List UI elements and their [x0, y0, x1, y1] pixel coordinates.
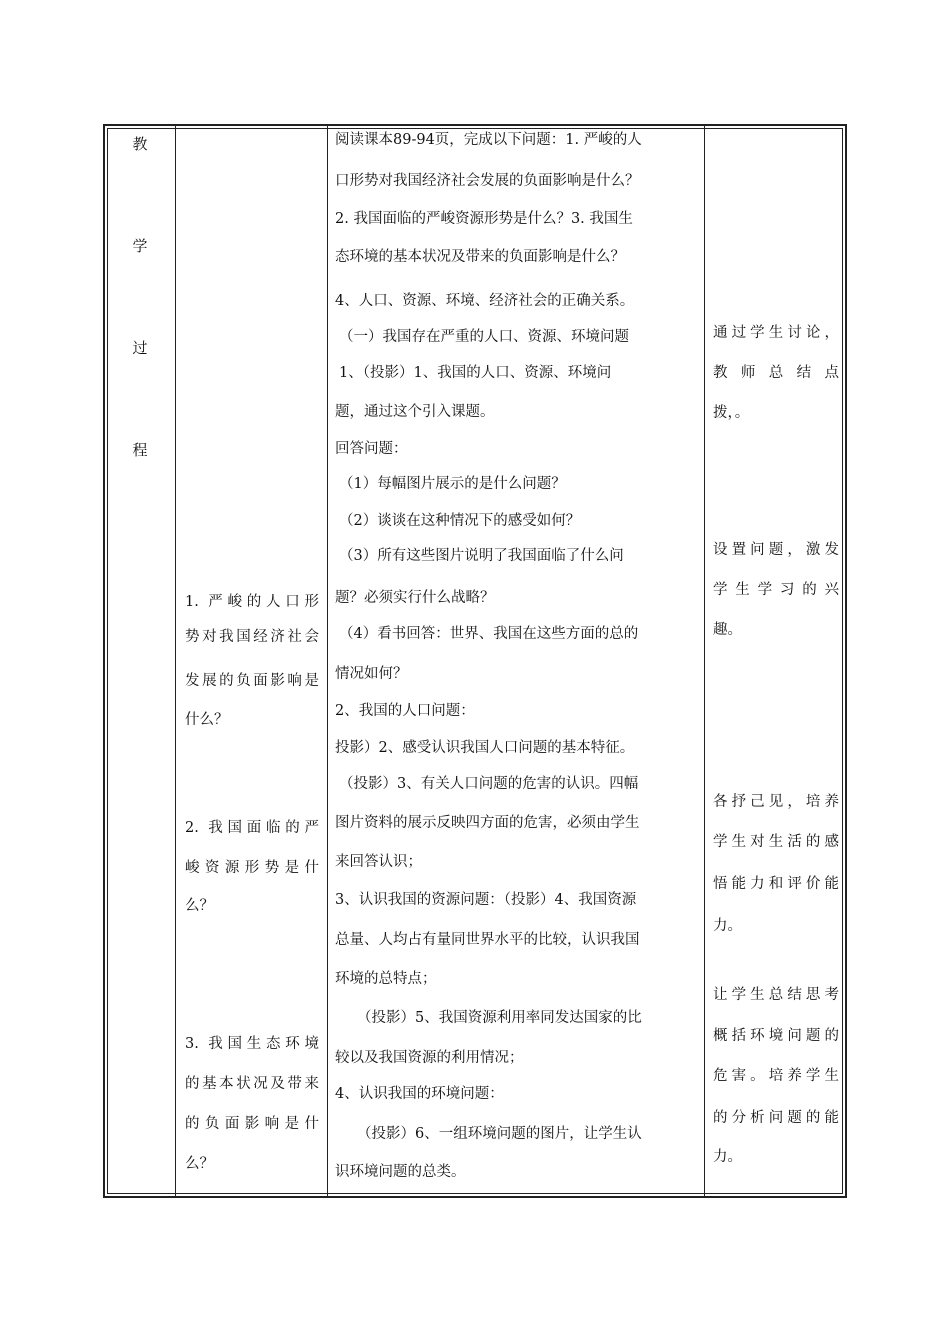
question-line: 发展的负面影响是 — [185, 673, 319, 689]
section-label-column — [105, 126, 175, 1196]
note-line: 让学生总结思考 — [713, 987, 839, 1003]
content-line: 回答问题： — [335, 441, 408, 457]
note-line: 危害。培养学生 — [713, 1068, 839, 1084]
content-line: 3、认识我国的资源问题：（投影）4、我国资源 — [335, 892, 637, 908]
question-line: 么？ — [185, 898, 214, 914]
section-label-char: 教 — [132, 135, 148, 153]
question-line: 的负面影响是什 — [185, 1116, 319, 1132]
note-line: 的分析问题的能 — [713, 1110, 839, 1126]
question-line: 3. 我国生态环境 — [185, 1036, 319, 1052]
content-line: 题，通过这个引入课题。 — [335, 404, 495, 420]
content-column — [327, 126, 704, 1196]
note-line: 趣。 — [713, 622, 742, 638]
content-line: （2）谈谈在这种情况下的感受如何？ — [339, 513, 581, 529]
content-line: 2. 我国面临的严峻资源形势是什么？3. 我国生 — [335, 211, 633, 227]
content-line: 4、认识我国的环境问题： — [335, 1086, 504, 1102]
content-line: 4、人口、资源、环境、经济社会的正确关系。 — [335, 293, 635, 309]
note-line: 各抒己见，培养 — [713, 794, 839, 810]
lesson-table — [103, 124, 847, 1198]
note-line: 悟能力和评价能 — [713, 876, 839, 892]
content-line: 环境的总特点； — [335, 971, 437, 987]
note-line: 拨，。 — [713, 405, 750, 421]
content-line: （投影）3、有关人口问题的危害的认识。四幅 — [339, 776, 639, 792]
content-line: 图片资料的展示反映四方面的危害，必须由学生 — [335, 815, 640, 831]
note-line: 力。 — [713, 1149, 742, 1165]
question-line: 峻资源形势是什 — [185, 860, 319, 876]
section-label-char: 学 — [132, 237, 148, 255]
content-line: （1）每幅图片展示的是什么问题？ — [339, 476, 566, 492]
content-line: 情况如何？ — [335, 666, 408, 682]
question-line: 势对我国经济社会 — [185, 629, 319, 645]
content-line: 1、（投影）1、我国的人口、资源、环境问 — [339, 365, 612, 381]
question-line: 的基本状况及带来 — [185, 1076, 319, 1092]
question-line: 2. 我国面临的严 — [185, 820, 319, 836]
content-line: 态环境的基本状况及带来的负面影响是什么？ — [335, 249, 625, 265]
note-line: 教师总结点 — [713, 365, 839, 381]
questions-column — [175, 126, 327, 1196]
content-line: （投影）6、一组环境问题的图片，让学生认 — [357, 1126, 642, 1142]
note-line: 设置问题，激发 — [713, 542, 839, 558]
question-line: 1. 严峻的人口形 — [185, 594, 319, 610]
section-label-char: 程 — [132, 441, 148, 459]
content-line: 识环境问题的总类。 — [335, 1164, 466, 1180]
note-line: 通过学生讨论， — [713, 325, 839, 341]
note-line: 力。 — [713, 918, 742, 934]
note-line: 学生学习的兴 — [713, 582, 839, 598]
content-line: （投影）5、我国资源利用率同发达国家的比 — [357, 1010, 642, 1026]
content-line: （4）看书回答：世界、我国在这些方面的总的 — [339, 626, 639, 642]
content-line: 口形势对我国经济社会发展的负面影响是什么？ — [335, 173, 640, 189]
question-line: 么？ — [185, 1156, 214, 1172]
content-line: 较以及我国资源的利用情况； — [335, 1050, 524, 1066]
question-line: 什么？ — [185, 712, 229, 728]
note-line: 学生对生活的感 — [713, 834, 839, 850]
design-notes-column — [704, 126, 849, 1196]
note-line: 概括环境问题的 — [713, 1028, 839, 1044]
section-label-char: 过 — [132, 339, 148, 357]
content-line: 来回答认识； — [335, 854, 422, 870]
content-line: 总量、人均占有量同世界水平的比较，认识我国 — [335, 932, 640, 948]
content-line: （一）我国存在严重的人口、资源、环境问题 — [339, 329, 629, 345]
content-line: （3）所有这些图片说明了我国面临了什么问 — [339, 548, 624, 564]
content-line: 投影）2、感受认识我国人口问题的基本特征。 — [335, 740, 635, 756]
content-line: 题？必须实行什么战略？ — [335, 590, 495, 606]
content-line: 2、我国的人口问题： — [335, 703, 475, 719]
content-line: 阅读课本89-94页，完成以下问题：1. 严峻的人 — [335, 132, 642, 148]
